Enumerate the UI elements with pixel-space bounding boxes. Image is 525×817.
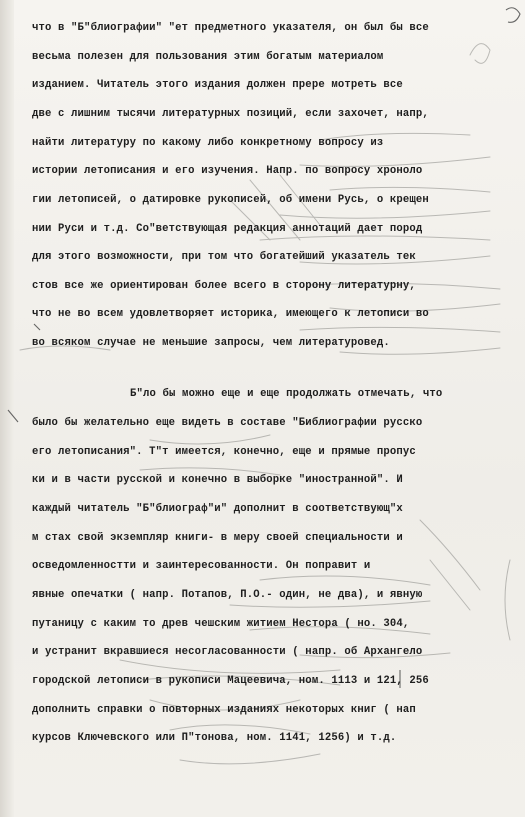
text-line: его летописания". Т"т имеется, конечно, еще и прямые пропус (32, 446, 416, 458)
text-line: было бы желательно еще видеть в составе "Библиографии русско (32, 417, 423, 429)
text-line: во всяком случае не меньшие запросы, чем литературовед. (32, 337, 390, 349)
text-line: ки и в части русской и конечно в выборке "иностранной". И (32, 474, 403, 486)
text-line: стов все же ориентирован более всего в сторону литературну, (32, 280, 416, 292)
text-line: городской летописи в рукописи Мацеевича, ном. 1113 и 121, 256 (32, 675, 429, 687)
text-line: дополнить справки о повторных изданиях некоторых книг ( нап (32, 704, 416, 716)
text-line: найти литературу по какому либо конкретному вопросу из (32, 137, 384, 149)
text-line: изданием. Читатель этого издания должен прере мотреть все (32, 79, 403, 91)
text-line: явные опечатки ( напр. Потапов, П.О.- один, не два), и явную (32, 589, 423, 601)
text-line: путаницу с каким то древ чешским житием Нестора ( но. 304, (32, 618, 410, 630)
text-line: курсов Ключевского или П"тонова, ном. 1141, 1256) и т.д. (32, 732, 397, 744)
text-line: гии летописей, о датировке рукописей, об имени Русь, о крещен (32, 194, 429, 206)
text-line: каждый читатель "Б"блиограф"и" дополнит в соответствующ"х (32, 503, 403, 515)
text-line: что в "Б"блиографии" "ет предметного указателя, он был бы все (32, 22, 429, 34)
text-line: весьма полезен для пользования этим богатым материалом (32, 51, 384, 63)
text-line: две с лишним тысячи литературных позиций, если захочет, напр, (32, 108, 429, 120)
text-line: что не во всем удовлетворяет историка, имеющего к летописи во (32, 308, 429, 320)
text-line: для этого возможности, при том что богатейший указатель тек (32, 251, 416, 263)
text-line: осведомленностти и заинтересованности. Он поправит и (32, 560, 371, 572)
text-line: нии Руси и т.д. Со"ветствующая редакция аннотаций дает пород (32, 223, 423, 235)
text-line: м стах свой экземпляр книги- в меру своей специальности и (32, 532, 403, 544)
text-line: Б"ло бы можно еще и еще продолжать отмечать, что (130, 388, 443, 400)
text-line: истории летописания и его изучения. Напр. по вопросу хроноло (32, 165, 423, 177)
page-edge-shadow (0, 0, 14, 817)
text-line: и устранит вкравшиеся несогласованности ( напр. об Архангело (32, 646, 423, 658)
